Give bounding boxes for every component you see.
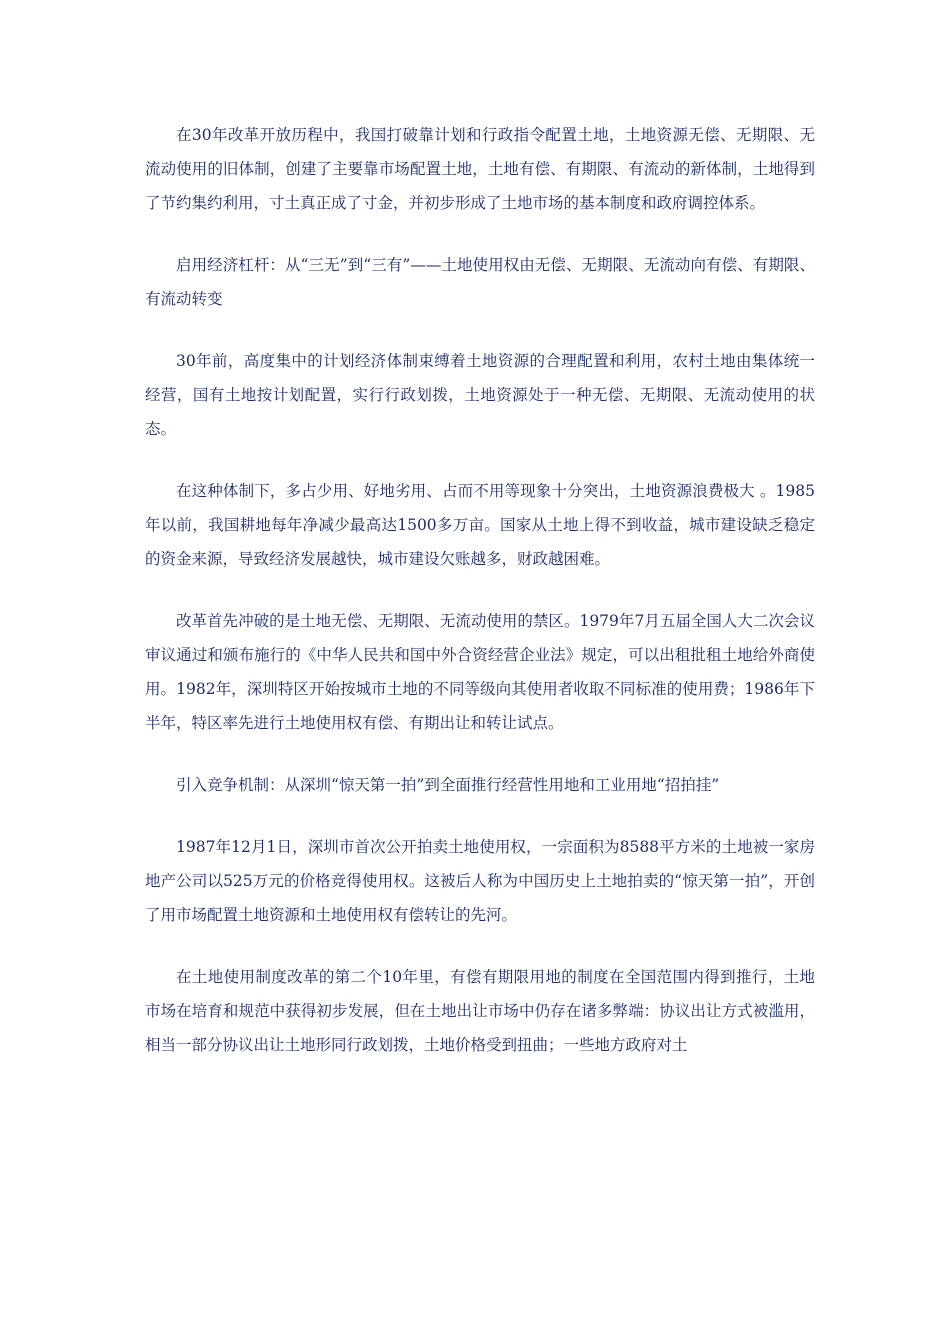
paragraph-reform-breakthrough: 改革首先冲破的是土地无偿、无期限、无流动使用的禁区。1979年7月五届全国人大二次会议审议通过和颁布施行的《中华人民共和国中外合资经营企业法》规定，可以出租批租土地给外商使用。1982年，深圳特区开始按城市土地的不同等级向其使用者收取不同标准的使用费；1986年下半年，特区率先进行土地使用权有偿、有期出让和转让试点。 xyxy=(145,612,815,732)
paragraph-shenzhen-auction: 1987年12月1日，深圳市首次公开拍卖土地使用权，一宗面积为8588平方米的土地被一家房地产公司以525万元的价格竞得使用权。这被后人称为中国历史上土地拍卖的“惊天第一拍”，开创了用市场配置土地资源和土地使用权有偿转让的先河。 xyxy=(145,838,815,924)
paragraph-second-decade: 在土地使用制度改革的第二个10年里，有偿有期限用地的制度在全国范围内得到推行，土地市场在培育和规范中获得初步发展，但在土地出让市场中仍存在诸多弊端：协议出让方式被滥用，相当一部分协议出让土地形同行政划拨，土地价格受到扭曲；一些地方政府对土 xyxy=(145,968,815,1054)
paragraph-planned-economy: 30年前，高度集中的计划经济体制束缚着土地资源的合理配置和利用，农村土地由集体统一经营，国有土地按计划配置，实行行政划拨，土地资源处于一种无偿、无期限、无流动使用的状态。 xyxy=(145,352,815,438)
section-heading-competition: 引入竞争机制：从深圳“惊天第一拍”到全面推行经营性用地和工业用地“招拍挂” xyxy=(176,776,720,794)
section-heading-economic-lever: 启用经济杠杆：从“三无”到“三有”——土地使用权由无偿、无期限、无流动向有偿、有期限、有流动转变 xyxy=(145,256,815,308)
paragraph-land-waste: 在这种体制下，多占少用、好地劣用、占而不用等现象十分突出，土地资源浪费极大 。1985年以前，我国耕地每年净减少最高达1500多万亩。国家从土地上得不到收益，城市建设缺乏稳定的资金来源，导致经济发展越快，城市建设欠账越多，财政越困难。 xyxy=(145,482,815,568)
document-body xyxy=(145,118,815,1090)
paragraph-intro: 在30年改革开放历程中，我国打破靠计划和行政指令配置土地，土地资源无偿、无期限、无流动使用的旧体制，创建了主要靠市场配置土地，土地有偿、有期限、有流动的新体制，土地得到了节约集约利用，寸土真正成了寸金，并初步形成了土地市场的基本制度和政府调控体系。 xyxy=(145,126,815,212)
